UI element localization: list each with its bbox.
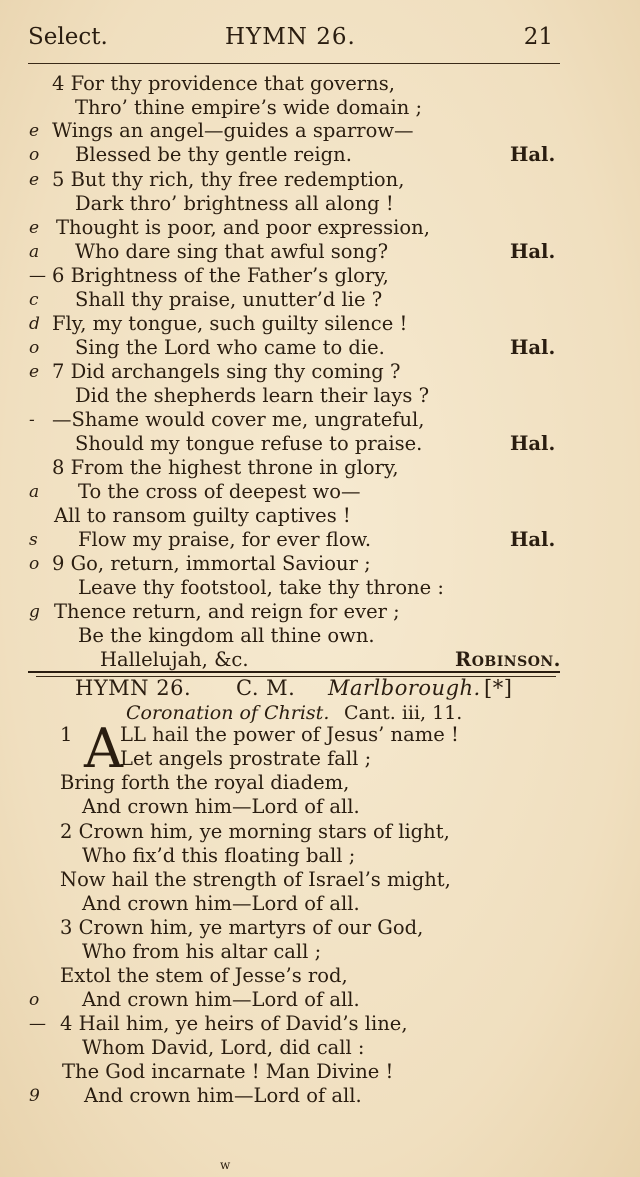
- hymn-26-title: [0, 676, 640, 700]
- printer-mark: w: [220, 1158, 231, 1172]
- verse-line: [0, 916, 640, 940]
- dynamics-marker: —: [29, 266, 46, 286]
- refrain-marker: Hal.: [510, 143, 556, 166]
- verse-line: [0, 96, 640, 120]
- verse-text: Who fix’d this floating ball ;: [82, 844, 356, 867]
- dynamics-marker: a: [29, 242, 40, 262]
- verse-line: [0, 1084, 640, 1108]
- verse-text: —Shame would cover me, ungrateful,: [52, 408, 425, 431]
- dynamics-marker: e: [29, 362, 40, 382]
- verse-line: [0, 747, 640, 771]
- verse-text: Thought is poor, and poor expression,: [56, 216, 430, 239]
- verse-text: Who from his altar call ;: [82, 940, 322, 963]
- verse-line: [0, 940, 640, 964]
- dynamics-marker: 9: [29, 1086, 40, 1106]
- verse-line: [0, 528, 640, 552]
- verse-text: Shall thy praise, unutter’d lie ?: [75, 288, 383, 311]
- verse-line: [0, 600, 640, 624]
- hymn-meter: C. M.: [236, 676, 296, 700]
- verse-line: [0, 771, 640, 795]
- dynamics-marker: a: [29, 482, 40, 502]
- verse-line: [0, 795, 640, 819]
- verse-line: [0, 868, 640, 892]
- verse-text: 2 Crown him, ye morning stars of light,: [60, 820, 450, 843]
- dynamics-marker: d: [29, 314, 40, 334]
- verse-text: Now hail the strength of Israel’s might,: [60, 868, 451, 891]
- verse-line: [0, 1036, 640, 1060]
- verse-line: [0, 504, 640, 528]
- refrain-marker: Hal.: [510, 432, 556, 455]
- verse-line: [0, 336, 640, 360]
- verse-text: 5 But thy rich, thy free redemption,: [52, 168, 405, 191]
- verse-line: [0, 312, 640, 336]
- verse-text: Did the shepherds learn their lays ?: [75, 384, 430, 407]
- verse-line: [0, 432, 640, 456]
- verse-text: Bring forth the royal diadem,: [60, 771, 350, 794]
- verse-line: [0, 844, 640, 868]
- verse-line: [0, 552, 640, 576]
- dynamics-marker: o: [29, 338, 40, 358]
- dynamics-marker: e: [29, 170, 40, 190]
- verse-text: Whom David, Lord, did call :: [82, 1036, 365, 1059]
- verse-text: Fly, my tongue, such guilty silence !: [52, 312, 408, 335]
- dynamics-marker: o: [29, 554, 40, 574]
- hymn-tune: Marlborough.: [328, 676, 481, 700]
- author-attribution: Robinson.: [455, 648, 561, 671]
- dynamics-marker: —: [29, 1014, 46, 1034]
- verse-text: 8 From the highest throne in glory,: [52, 456, 399, 479]
- verse-line: [0, 360, 640, 384]
- verse-number-1: 1: [60, 723, 73, 746]
- verse-line: [0, 240, 640, 264]
- verse-line: [0, 119, 640, 143]
- verse-line: [0, 408, 640, 432]
- verse-line: [0, 1060, 640, 1084]
- verse-text: LL hail the power of Jesus’ name !: [120, 723, 459, 746]
- verse-text: And crown him—Lord of all.: [84, 1084, 362, 1107]
- drop-cap: A: [84, 717, 123, 780]
- verse-text: 7 Did archangels sing thy coming ?: [52, 360, 401, 383]
- verse-text: Thence return, and reign for ever ;: [54, 600, 400, 623]
- verse-text: Blessed be thy gentle reign.: [75, 143, 352, 166]
- verse-line: [0, 624, 640, 648]
- hymn-mark: [*]: [484, 676, 513, 700]
- verse-text: All to ransom guilty captives !: [54, 504, 351, 527]
- verse-line: [0, 892, 640, 916]
- verse-line: [0, 72, 640, 96]
- verse-line: [0, 264, 640, 288]
- running-header: [28, 24, 553, 60]
- verse-text: Sing the Lord who came to die.: [75, 336, 385, 359]
- hymn-number: HYMN 26.: [75, 676, 192, 700]
- verse-text: Dark thro’ brightness all along !: [75, 192, 394, 215]
- header-hymn: HYMN 26.: [225, 24, 356, 50]
- verse-line: [0, 723, 640, 747]
- verse-text: Let angels prostrate fall ;: [120, 747, 372, 770]
- verse-text: Hallelujah, &c.: [100, 648, 249, 671]
- header-rule: [28, 63, 560, 64]
- verse-text: Be the kingdom all thine own.: [78, 624, 375, 647]
- verse-line: [0, 648, 640, 672]
- verse-text: Extol the stem of Jesse’s rod,: [60, 964, 348, 987]
- verse-text: Thro’ thine empire’s wide domain ;: [75, 96, 423, 119]
- verse-line: [0, 168, 640, 192]
- hymn-divider-rule: [28, 671, 560, 673]
- verse-text: 9 Go, return, immortal Saviour ;: [52, 552, 371, 575]
- verse-line: [0, 480, 640, 504]
- verse-line: [0, 143, 640, 167]
- verse-text: 4 For thy providence that governs,: [52, 72, 395, 95]
- dynamics-marker: o: [29, 990, 40, 1010]
- verse-line: [0, 964, 640, 988]
- verse-text: Leave thy footstool, take thy throne :: [78, 576, 444, 599]
- scripture-reference: Cant. iii, 11.: [344, 702, 463, 724]
- verse-text: To the cross of deepest wo—: [78, 480, 361, 503]
- refrain-marker: Hal.: [510, 336, 556, 359]
- page-number: 21: [523, 24, 553, 50]
- verse-text: And crown him—Lord of all.: [82, 988, 360, 1011]
- dynamics-marker: e: [29, 121, 40, 141]
- dynamics-marker: s: [29, 530, 38, 550]
- verse-line: [0, 988, 640, 1012]
- refrain-marker: Hal.: [510, 240, 556, 263]
- refrain-marker: Hal.: [510, 528, 556, 551]
- hymn-subject: Coronation of Christ.: [126, 702, 330, 724]
- dynamics-marker: -: [29, 410, 35, 430]
- verse-line: [0, 820, 640, 844]
- verse-text: Wings an angel—guides a sparrow—: [52, 119, 414, 142]
- verse-line: [0, 384, 640, 408]
- verse-text: Who dare sing that awful song?: [75, 240, 389, 263]
- verse-text: And crown him—Lord of all.: [82, 795, 360, 818]
- dynamics-marker: g: [29, 602, 40, 622]
- dynamics-marker: e: [29, 218, 40, 238]
- verse-line: [0, 576, 640, 600]
- verse-line: [0, 1012, 640, 1036]
- verse-text: 3 Crown him, ye martyrs of our God,: [60, 916, 424, 939]
- verse-text: 4 Hail him, ye heirs of David’s line,: [60, 1012, 408, 1035]
- verse-text: The God incarnate ! Man Divine !: [62, 1060, 394, 1083]
- verse-line: [0, 288, 640, 312]
- verse-line: [0, 192, 640, 216]
- verse-text: And crown him—Lord of all.: [82, 892, 360, 915]
- verse-line: [0, 456, 640, 480]
- header-section: Select.: [28, 24, 108, 50]
- dynamics-marker: o: [29, 145, 40, 165]
- verse-text: Flow my praise, for ever flow.: [78, 528, 372, 551]
- dynamics-marker: c: [29, 290, 39, 310]
- verse-text: Should my tongue refuse to praise.: [75, 432, 423, 455]
- verse-text: 6 Brightness of the Father’s glory,: [52, 264, 389, 287]
- verse-line: [0, 216, 640, 240]
